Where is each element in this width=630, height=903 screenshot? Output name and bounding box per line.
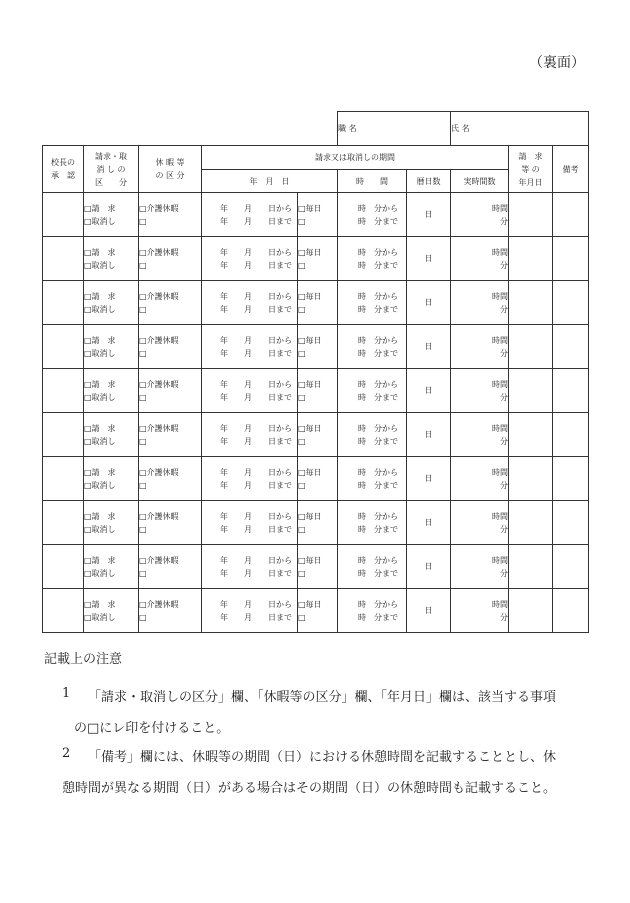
hours-unit: 時間 bbox=[492, 423, 509, 433]
time-range-cell[interactable] bbox=[338, 457, 407, 501]
request-date-cell[interactable] bbox=[509, 589, 553, 633]
date-from[interactable]: 年 月 日から bbox=[220, 555, 292, 565]
minutes-unit: 分 bbox=[500, 392, 509, 402]
other-leave-checkbox[interactable]: □ bbox=[139, 480, 147, 490]
time-to[interactable]: 時 分まで bbox=[358, 392, 399, 402]
actual-hours-cell[interactable] bbox=[451, 193, 509, 237]
date-from[interactable]: 年 月 日から bbox=[220, 335, 292, 345]
time-to[interactable]: 時 分まで bbox=[358, 480, 399, 490]
request-checkbox[interactable]: □請 求 bbox=[84, 247, 116, 257]
approval-cell[interactable] bbox=[43, 545, 84, 589]
header-text: 区 分 bbox=[95, 177, 127, 187]
other-daily-checkbox[interactable]: □ bbox=[298, 612, 306, 622]
cancel-checkbox[interactable]: □取消し bbox=[84, 612, 116, 622]
care-leave-checkbox[interactable]: □介護休暇 bbox=[139, 203, 179, 213]
request-checkbox[interactable]: □請 求 bbox=[84, 203, 116, 213]
other-leave-checkbox[interactable]: □ bbox=[139, 216, 147, 226]
table-row bbox=[43, 501, 589, 545]
leave-type-cell[interactable] bbox=[139, 369, 202, 413]
note-line: の□にレ印を付けること。 bbox=[74, 721, 230, 736]
time-range-cell[interactable] bbox=[338, 589, 407, 633]
daily-checkbox[interactable]: □毎日 bbox=[298, 511, 322, 521]
job-title-label: 職 名 bbox=[338, 112, 451, 146]
table-row bbox=[43, 457, 589, 501]
calendar-days-cell[interactable]: 日 bbox=[407, 369, 451, 413]
leave-type-cell[interactable] bbox=[139, 325, 202, 369]
header-text: の 区 分 bbox=[155, 171, 185, 180]
approval-cell[interactable] bbox=[43, 501, 84, 545]
calendar-days-cell[interactable]: 日 bbox=[407, 589, 451, 633]
request-date-cell[interactable] bbox=[509, 501, 553, 545]
request-checkbox[interactable]: □請 求 bbox=[84, 467, 116, 477]
calendar-days-cell[interactable]: 日 bbox=[407, 237, 451, 281]
remarks-header: 備考 bbox=[553, 146, 589, 193]
leave-type-cell[interactable] bbox=[139, 193, 202, 237]
time-range-cell[interactable] bbox=[338, 369, 407, 413]
date-from[interactable]: 年 月 日から bbox=[220, 203, 292, 213]
date-from[interactable]: 年 月 日から bbox=[220, 379, 292, 389]
other-leave-checkbox[interactable]: □ bbox=[139, 568, 147, 578]
calendar-days-cell[interactable]: 日 bbox=[407, 281, 451, 325]
other-leave-checkbox[interactable]: □ bbox=[139, 436, 147, 446]
time-to[interactable]: 時 分まで bbox=[358, 216, 399, 226]
calendar-days-cell[interactable]: 日 bbox=[407, 501, 451, 545]
calendar-days-cell[interactable]: 日 bbox=[407, 325, 451, 369]
date-range-cell[interactable] bbox=[202, 325, 298, 369]
header-text: 休 暇 等 bbox=[155, 158, 185, 167]
care-leave-checkbox[interactable]: □介護休暇 bbox=[139, 511, 179, 521]
date-to[interactable]: 年 月 日まで bbox=[220, 216, 292, 226]
care-leave-checkbox[interactable]: □介護休暇 bbox=[139, 423, 179, 433]
principal-approval-header bbox=[43, 146, 84, 193]
request-cancel-cell[interactable] bbox=[84, 369, 139, 413]
table-row bbox=[43, 193, 589, 237]
daily-checkbox[interactable]: □毎日 bbox=[298, 555, 322, 565]
time-range-cell[interactable] bbox=[338, 193, 407, 237]
date-range-cell[interactable] bbox=[202, 369, 298, 413]
cancel-checkbox[interactable]: □取消し bbox=[84, 304, 116, 314]
minutes-unit: 分 bbox=[500, 260, 509, 270]
care-leave-checkbox[interactable]: □介護休暇 bbox=[139, 247, 179, 257]
request-cancel-type-header bbox=[84, 146, 139, 193]
actual-hours-cell[interactable] bbox=[451, 545, 509, 589]
other-daily-checkbox[interactable]: □ bbox=[298, 568, 306, 578]
time-range-cell[interactable] bbox=[338, 325, 407, 369]
request-date-cell[interactable] bbox=[509, 237, 553, 281]
care-leave-checkbox[interactable]: □介護休暇 bbox=[139, 467, 179, 477]
date-to[interactable]: 年 月 日まで bbox=[220, 480, 292, 490]
date-to[interactable]: 年 月 日まで bbox=[220, 392, 292, 402]
cancel-checkbox[interactable]: □取消し bbox=[84, 568, 116, 578]
remarks-cell[interactable] bbox=[553, 589, 589, 633]
cancel-checkbox[interactable]: □取消し bbox=[84, 392, 116, 402]
daily-cell[interactable] bbox=[298, 281, 338, 325]
time-to[interactable]: 時 分まで bbox=[358, 260, 399, 270]
approval-cell[interactable] bbox=[43, 589, 84, 633]
leave-type-cell[interactable] bbox=[139, 457, 202, 501]
request-date-cell[interactable] bbox=[509, 413, 553, 457]
note-number: 2 bbox=[62, 746, 71, 761]
approval-cell[interactable] bbox=[43, 325, 84, 369]
minutes-unit: 分 bbox=[500, 436, 509, 446]
note-line: 憩時間が異なる期間（日）がある場合はその期間（日）の休憩時間も記載すること。 bbox=[62, 781, 557, 796]
daily-cell[interactable] bbox=[298, 589, 338, 633]
date-to[interactable]: 年 月 日まで bbox=[220, 304, 292, 314]
request-checkbox[interactable]: □請 求 bbox=[84, 511, 116, 521]
hours-unit: 時間 bbox=[492, 511, 509, 521]
approval-cell[interactable] bbox=[43, 193, 84, 237]
table-row bbox=[43, 325, 589, 369]
period-group-header: 請求又は取消しの期間 bbox=[202, 146, 509, 170]
calendar-days-cell[interactable]: 日 bbox=[407, 457, 451, 501]
daily-cell[interactable] bbox=[298, 413, 338, 457]
hours-unit: 時間 bbox=[492, 467, 509, 477]
other-daily-checkbox[interactable]: □ bbox=[298, 348, 306, 358]
other-leave-checkbox[interactable]: □ bbox=[139, 524, 147, 534]
cancel-checkbox[interactable]: □取消し bbox=[84, 348, 116, 358]
leave-request-table bbox=[42, 111, 589, 633]
date-to[interactable]: 年 月 日まで bbox=[220, 348, 292, 358]
blank-header-area bbox=[43, 112, 338, 146]
care-leave-checkbox[interactable]: □介護休暇 bbox=[139, 555, 179, 565]
header-text: 消 し の bbox=[96, 164, 126, 174]
calendar-days-cell[interactable]: 日 bbox=[407, 545, 451, 589]
minutes-unit: 分 bbox=[500, 216, 509, 226]
daily-checkbox[interactable]: □毎日 bbox=[298, 599, 322, 609]
request-checkbox[interactable]: □請 求 bbox=[84, 335, 116, 345]
header-text: 校長の bbox=[51, 158, 75, 167]
notes-title: 記載上の注意 bbox=[44, 652, 123, 667]
date-to[interactable]: 年 月 日まで bbox=[220, 436, 292, 446]
daily-checkbox[interactable]: □毎日 bbox=[298, 379, 322, 389]
table-row bbox=[43, 413, 589, 457]
date-to[interactable]: 年 月 日まで bbox=[220, 524, 292, 534]
remarks-cell[interactable] bbox=[553, 325, 589, 369]
request-date-cell[interactable] bbox=[509, 457, 553, 501]
time-range-cell[interactable] bbox=[338, 237, 407, 281]
time-header: 時 間 bbox=[338, 170, 407, 193]
time-from[interactable]: 時 分から bbox=[358, 247, 399, 257]
remarks-cell[interactable] bbox=[553, 545, 589, 589]
time-to[interactable]: 時 分まで bbox=[358, 304, 399, 314]
actual-hours-cell[interactable] bbox=[451, 413, 509, 457]
request-date-cell[interactable] bbox=[509, 369, 553, 413]
daily-checkbox[interactable]: □毎日 bbox=[298, 423, 322, 433]
care-leave-checkbox[interactable]: □介護休暇 bbox=[139, 599, 179, 609]
cancel-checkbox[interactable]: □取消し bbox=[84, 524, 116, 534]
calendar-days-cell[interactable]: 日 bbox=[407, 193, 451, 237]
leave-type-cell[interactable] bbox=[139, 589, 202, 633]
time-from[interactable]: 時 分から bbox=[358, 467, 399, 477]
time-from[interactable]: 時 分から bbox=[358, 555, 399, 565]
leave-type-cell[interactable] bbox=[139, 413, 202, 457]
request-checkbox[interactable]: □請 求 bbox=[84, 423, 116, 433]
page-side-label: （裏面） bbox=[529, 55, 585, 71]
actual-hours-cell[interactable] bbox=[451, 369, 509, 413]
table-row bbox=[43, 545, 589, 589]
date-from[interactable]: 年 月 日から bbox=[220, 599, 292, 609]
header-text: 等 の bbox=[521, 164, 540, 174]
request-cancel-cell[interactable] bbox=[84, 413, 139, 457]
date-range-cell[interactable] bbox=[202, 589, 298, 633]
other-daily-checkbox[interactable]: □ bbox=[298, 436, 306, 446]
calendar-days-header: 暦日数 bbox=[407, 170, 451, 193]
time-from[interactable]: 時 分から bbox=[358, 335, 399, 345]
date-from[interactable]: 年 月 日から bbox=[220, 247, 292, 257]
date-header: 年 月 日 bbox=[202, 170, 338, 193]
time-from[interactable]: 時 分から bbox=[358, 203, 399, 213]
other-daily-checkbox[interactable]: □ bbox=[298, 392, 306, 402]
daily-cell[interactable] bbox=[298, 545, 338, 589]
header-text: 年月日 bbox=[518, 177, 543, 187]
request-date-cell[interactable] bbox=[509, 545, 553, 589]
request-cancel-cell[interactable] bbox=[84, 457, 139, 501]
approval-cell[interactable] bbox=[43, 281, 84, 325]
remarks-cell[interactable] bbox=[553, 281, 589, 325]
request-date-cell[interactable] bbox=[509, 281, 553, 325]
time-from[interactable]: 時 分から bbox=[358, 291, 399, 301]
remarks-cell[interactable] bbox=[553, 501, 589, 545]
date-range-cell[interactable] bbox=[202, 413, 298, 457]
date-from[interactable]: 年 月 日から bbox=[220, 467, 292, 477]
approval-cell[interactable] bbox=[43, 457, 84, 501]
time-range-cell[interactable] bbox=[338, 545, 407, 589]
request-checkbox[interactable]: □請 求 bbox=[84, 291, 116, 301]
request-cancel-cell[interactable] bbox=[84, 589, 139, 633]
remarks-cell[interactable] bbox=[553, 457, 589, 501]
calendar-days-cell[interactable]: 日 bbox=[407, 413, 451, 457]
table-row bbox=[43, 237, 589, 281]
request-checkbox[interactable]: □請 求 bbox=[84, 599, 116, 609]
time-from[interactable]: 時 分から bbox=[358, 423, 399, 433]
cancel-checkbox[interactable]: □取消し bbox=[84, 480, 116, 490]
header-text: 承 認 bbox=[51, 171, 75, 180]
leave-type-header bbox=[139, 146, 202, 193]
header-text: 請 求 bbox=[518, 151, 543, 161]
actual-hours-cell[interactable] bbox=[451, 237, 509, 281]
date-range-cell[interactable] bbox=[202, 457, 298, 501]
time-to[interactable]: 時 分まで bbox=[358, 524, 399, 534]
daily-checkbox[interactable]: □毎日 bbox=[298, 467, 322, 477]
name-label: 氏 名 bbox=[451, 112, 589, 146]
other-daily-checkbox[interactable]: □ bbox=[298, 216, 306, 226]
hours-unit: 時間 bbox=[492, 335, 509, 345]
note-number: 1 bbox=[62, 686, 71, 701]
other-daily-checkbox[interactable]: □ bbox=[298, 524, 306, 534]
time-to[interactable]: 時 分まで bbox=[358, 436, 399, 446]
minutes-unit: 分 bbox=[500, 524, 509, 534]
daily-checkbox[interactable]: □毎日 bbox=[298, 335, 322, 345]
date-from[interactable]: 年 月 日から bbox=[220, 291, 292, 301]
remarks-cell[interactable] bbox=[553, 193, 589, 237]
request-cancel-cell[interactable] bbox=[84, 281, 139, 325]
minutes-unit: 分 bbox=[500, 612, 509, 622]
date-range-cell[interactable] bbox=[202, 237, 298, 281]
request-cancel-cell[interactable] bbox=[84, 237, 139, 281]
time-to[interactable]: 時 分まで bbox=[358, 568, 399, 578]
other-leave-checkbox[interactable]: □ bbox=[139, 260, 147, 270]
request-date-cell[interactable] bbox=[509, 325, 553, 369]
minutes-unit: 分 bbox=[500, 480, 509, 490]
request-cancel-cell[interactable] bbox=[84, 545, 139, 589]
daily-cell[interactable] bbox=[298, 501, 338, 545]
time-from[interactable]: 時 分から bbox=[358, 379, 399, 389]
other-daily-checkbox[interactable]: □ bbox=[298, 480, 306, 490]
note-line: 「請求・取消しの区分」欄、「休暇等の区分」欄、「年月日」欄は、該当する事項 bbox=[88, 690, 557, 705]
date-to[interactable]: 年 月 日まで bbox=[220, 612, 292, 622]
actual-hours-cell[interactable] bbox=[451, 589, 509, 633]
actual-hours-header: 実時間数 bbox=[451, 170, 509, 193]
time-range-cell[interactable] bbox=[338, 501, 407, 545]
approval-cell[interactable] bbox=[43, 369, 84, 413]
hours-unit: 時間 bbox=[492, 203, 509, 213]
date-range-cell[interactable] bbox=[202, 193, 298, 237]
daily-cell[interactable] bbox=[298, 457, 338, 501]
minutes-unit: 分 bbox=[500, 348, 509, 358]
remarks-cell[interactable] bbox=[553, 413, 589, 457]
leave-type-cell[interactable] bbox=[139, 501, 202, 545]
date-range-cell[interactable] bbox=[202, 545, 298, 589]
request-date-header bbox=[509, 146, 553, 193]
leave-type-cell[interactable] bbox=[139, 237, 202, 281]
minutes-unit: 分 bbox=[500, 304, 509, 314]
cancel-checkbox[interactable]: □取消し bbox=[84, 260, 116, 270]
time-range-cell[interactable] bbox=[338, 413, 407, 457]
minutes-unit: 分 bbox=[500, 568, 509, 578]
date-from[interactable]: 年 月 日から bbox=[220, 511, 292, 521]
request-cancel-cell[interactable] bbox=[84, 501, 139, 545]
hours-unit: 時間 bbox=[492, 555, 509, 565]
request-checkbox[interactable]: □請 求 bbox=[84, 555, 116, 565]
time-to[interactable]: 時 分まで bbox=[358, 348, 399, 358]
table-row bbox=[43, 281, 589, 325]
leave-type-cell[interactable] bbox=[139, 281, 202, 325]
other-daily-checkbox[interactable]: □ bbox=[298, 304, 306, 314]
table-row bbox=[43, 589, 589, 633]
remarks-cell[interactable] bbox=[553, 369, 589, 413]
request-date-cell[interactable] bbox=[509, 193, 553, 237]
date-range-cell[interactable] bbox=[202, 281, 298, 325]
other-leave-checkbox[interactable]: □ bbox=[139, 392, 147, 402]
other-leave-checkbox[interactable]: □ bbox=[139, 612, 147, 622]
actual-hours-cell[interactable] bbox=[451, 501, 509, 545]
actual-hours-cell[interactable] bbox=[451, 281, 509, 325]
other-leave-checkbox[interactable]: □ bbox=[139, 304, 147, 314]
request-cancel-cell[interactable] bbox=[84, 193, 139, 237]
care-leave-checkbox[interactable]: □介護休暇 bbox=[139, 335, 179, 345]
hours-unit: 時間 bbox=[492, 247, 509, 257]
daily-checkbox[interactable]: □毎日 bbox=[298, 247, 322, 257]
daily-cell[interactable] bbox=[298, 369, 338, 413]
time-to[interactable]: 時 分まで bbox=[358, 612, 399, 622]
request-checkbox[interactable]: □請 求 bbox=[84, 379, 116, 389]
approval-cell[interactable] bbox=[43, 413, 84, 457]
approval-cell[interactable] bbox=[43, 237, 84, 281]
request-cancel-cell[interactable] bbox=[84, 325, 139, 369]
leave-type-cell[interactable] bbox=[139, 545, 202, 589]
other-leave-checkbox[interactable]: □ bbox=[139, 348, 147, 358]
daily-checkbox[interactable]: □毎日 bbox=[298, 291, 322, 301]
other-daily-checkbox[interactable]: □ bbox=[298, 260, 306, 270]
date-from[interactable]: 年 月 日から bbox=[220, 423, 292, 433]
daily-cell[interactable] bbox=[298, 237, 338, 281]
date-range-cell[interactable] bbox=[202, 501, 298, 545]
date-to[interactable]: 年 月 日まで bbox=[220, 568, 292, 578]
daily-cell[interactable] bbox=[298, 325, 338, 369]
care-leave-checkbox[interactable]: □介護休暇 bbox=[139, 291, 179, 301]
cancel-checkbox[interactable]: □取消し bbox=[84, 216, 116, 226]
time-range-cell[interactable] bbox=[338, 281, 407, 325]
daily-checkbox[interactable]: □毎日 bbox=[298, 203, 322, 213]
date-to[interactable]: 年 月 日まで bbox=[220, 260, 292, 270]
actual-hours-cell[interactable] bbox=[451, 457, 509, 501]
header-text: 請求・取 bbox=[95, 151, 127, 161]
cancel-checkbox[interactable]: □取消し bbox=[84, 436, 116, 446]
time-from[interactable]: 時 分から bbox=[358, 511, 399, 521]
actual-hours-cell[interactable] bbox=[451, 325, 509, 369]
remarks-cell[interactable] bbox=[553, 237, 589, 281]
daily-cell[interactable] bbox=[298, 193, 338, 237]
time-from[interactable]: 時 分から bbox=[358, 599, 399, 609]
note-line: 「備考」欄には、休暇等の期間（日）における休憩時間を記載することとし、休 bbox=[88, 750, 557, 765]
hours-unit: 時間 bbox=[492, 379, 509, 389]
hours-unit: 時間 bbox=[492, 291, 509, 301]
hours-unit: 時間 bbox=[492, 599, 509, 609]
care-leave-checkbox[interactable]: □介護休暇 bbox=[139, 379, 179, 389]
table-row bbox=[43, 369, 589, 413]
